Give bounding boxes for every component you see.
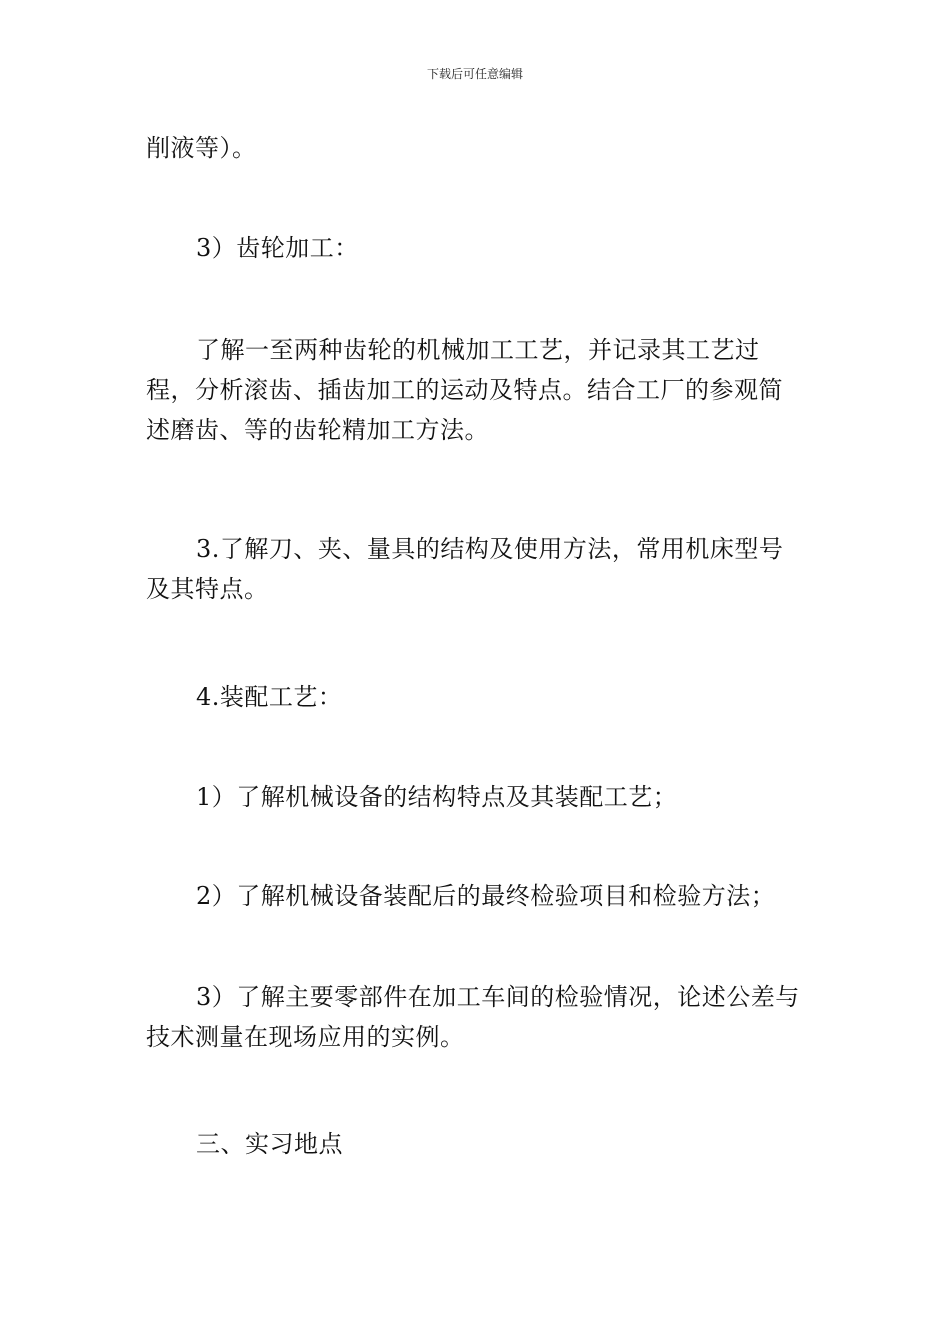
paragraph-assembly-item-2: 2）了解机械设备装配后的最终检验项目和检验方法； — [196, 882, 776, 910]
paragraph-assembly-heading: 4.装配工艺： — [196, 683, 343, 711]
paragraph-gear-machining-detail: 了解一至两种齿轮的机械加工工艺，并记录其工艺过程，分析滚齿、插齿加工的运动及特点。结合工厂的参观简述磨齿、等的齿轮精加工方法。 — [146, 336, 783, 444]
paragraph-tools-fixtures: 3.了解刀、夹、量具的结构及使用方法，常用机床型号及其特点。 — [146, 535, 784, 603]
page-header: 下载后可任意编辑 — [426, 67, 523, 81]
section-heading-internship-location: 三、实习地点 — [196, 1130, 343, 1158]
paragraph-cutting-fluid: 削液等）。 — [146, 134, 257, 162]
paragraph-assembly-item-1: 1）了解机械设备的结构特点及其装配工艺； — [196, 783, 678, 811]
paragraph-assembly-item-3: 3）了解主要零部件在加工车间的检验情况，论述公差与技术测量在现场应用的实例。 — [146, 983, 800, 1051]
paragraph-gear-machining-heading: 3）齿轮加工： — [196, 234, 359, 262]
